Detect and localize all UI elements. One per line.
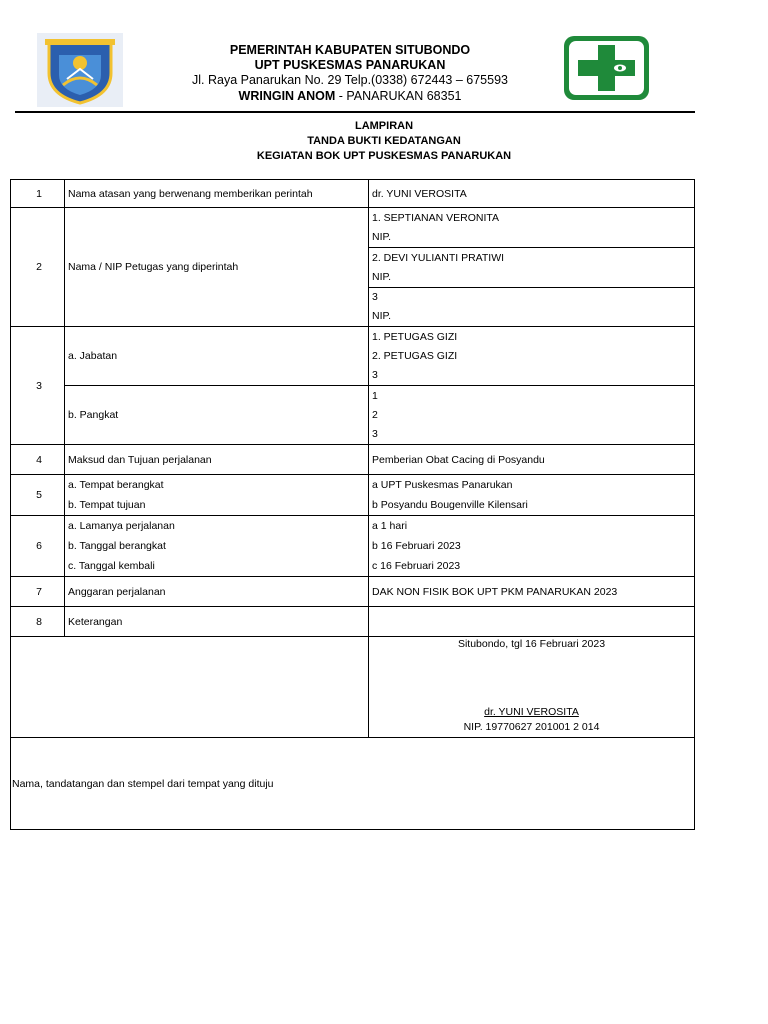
signature-name (369, 706, 694, 718)
officer-2-cell (369, 248, 695, 288)
pangkat-value-3: 3 (372, 427, 378, 440)
row-values (369, 516, 695, 577)
header-divider (15, 111, 695, 113)
officer-2-nip: NIP. (372, 270, 392, 283)
table-row (11, 386, 695, 445)
destination-stamp-cell (11, 738, 695, 830)
table-row (11, 607, 695, 637)
duration-value: a 1 hari (372, 520, 408, 532)
row-value: dr. YUNI VEROSITA (369, 180, 695, 208)
letterhead (0, 0, 768, 118)
row-number: 7 (11, 577, 65, 607)
signature-cell (369, 637, 695, 738)
row-label: Anggaran perjalanan (65, 577, 369, 607)
destination-value: b Posyandu Bougenville Kilensari (372, 499, 528, 511)
departure-date-label: b. Tanggal berangkat (68, 540, 166, 552)
title-lampiran: LAMPIRAN (354, 120, 414, 132)
header-locality-rest: - PANARUKAN 68351 (335, 89, 462, 103)
header-address-line: Jl. Raya Panarukan No. 29 Telp.(0338) 672443 – 675593 (192, 73, 508, 87)
table-row (11, 327, 695, 386)
row-number: 2 (11, 208, 65, 327)
header-locality-line (140, 89, 560, 103)
row-number: 3 (11, 327, 65, 445)
pangkat-value-2: 2 (372, 408, 378, 421)
officer-1-cell (369, 208, 695, 248)
header-locality-bold: WRINGIN ANOM (238, 89, 336, 103)
jabatan-values (369, 327, 695, 386)
officer-3-nip: NIP. (372, 310, 392, 322)
officer-2-name: 2. DEVI YULIANTI PRATIWI (372, 251, 505, 264)
row-number: 8 (11, 607, 65, 637)
jabatan-value-2: 2. PETUGAS GIZI (372, 349, 458, 362)
signature-place-date: Situbondo, tgl 16 Februari 2023 (457, 638, 606, 650)
officer-label: Nama / NIP Petugas yang diperintah (68, 261, 239, 273)
officer-1-nip: NIP. (372, 230, 392, 243)
destination-stamp-row (11, 738, 695, 830)
pangkat-label: b. Pangkat (65, 386, 369, 445)
departure-date-value: b 16 Februari 2023 (372, 540, 461, 552)
row-labels (65, 475, 369, 516)
departure-place-value: a UPT Puskesmas Panarukan (372, 479, 513, 491)
officer-3-name: 3 (372, 291, 378, 303)
row-number: 6 (11, 516, 65, 577)
table-row (11, 180, 695, 208)
row-number: 4 (11, 445, 65, 475)
table-row (11, 208, 695, 248)
header-institution-line: UPT PUSKESMAS PANARUKAN (254, 58, 446, 72)
arrival-proof-table (10, 179, 695, 830)
signature-name-text: dr. YUNI VEROSITA (484, 706, 579, 718)
row-value (369, 607, 695, 637)
row-value: Pemberian Obat Cacing di Posyandu (369, 445, 695, 475)
signature-row (11, 637, 695, 738)
table-row (11, 516, 695, 577)
row-values (369, 475, 695, 516)
table-row (11, 445, 695, 475)
jabatan-value-1: 1. PETUGAS GIZI (372, 330, 458, 343)
row-label: Maksud dan Tujuan perjalanan (65, 445, 369, 475)
title-kegiatan: KEGIATAN BOK UPT PUSKESMAS PANARUKAN (256, 150, 512, 162)
jabatan-value-3: 3 (372, 368, 378, 381)
destination-label: b. Tempat tujuan (68, 499, 146, 511)
row-labels (65, 516, 369, 577)
row-number: 5 (11, 475, 65, 516)
signature-nip: NIP. 19770627 201001 2 014 (463, 721, 600, 733)
table-row (11, 577, 695, 607)
officer-1-name: 1. SEPTIANAN VERONITA (372, 211, 499, 224)
jabatan-label: a. Jabatan (65, 327, 369, 386)
pangkat-value-1: 1 (372, 389, 378, 402)
puskesmas-cross-icon (560, 33, 653, 103)
row-label: Nama atasan yang berwenang memberikan perintah (65, 180, 369, 208)
table-row (11, 475, 695, 516)
row-number: 1 (11, 180, 65, 208)
title-tanda-bukti: TANDA BUKTI KEDATANGAN (307, 135, 461, 147)
return-date-value: c 16 Februari 2023 (372, 560, 461, 572)
destination-stamp-note: Nama, tandatangan dan stempel dari tempat yang dituju (12, 777, 274, 790)
officer-3-cell (369, 288, 695, 327)
regency-emblem-icon (37, 33, 123, 107)
header-government-line: PEMERINTAH KABUPATEN SITUBONDO (229, 43, 471, 57)
row-label: Keterangan (65, 607, 369, 637)
return-date-label: c. Tanggal kembali (68, 560, 155, 572)
departure-place-label: a. Tempat berangkat (68, 479, 164, 491)
duration-label: a. Lamanya perjalanan (68, 520, 175, 532)
signature-blank-cell (11, 637, 369, 738)
row-value: DAK NON FISIK BOK UPT PKM PANARUKAN 2023 (369, 577, 695, 607)
row-label (65, 208, 369, 327)
pangkat-values (369, 386, 695, 445)
